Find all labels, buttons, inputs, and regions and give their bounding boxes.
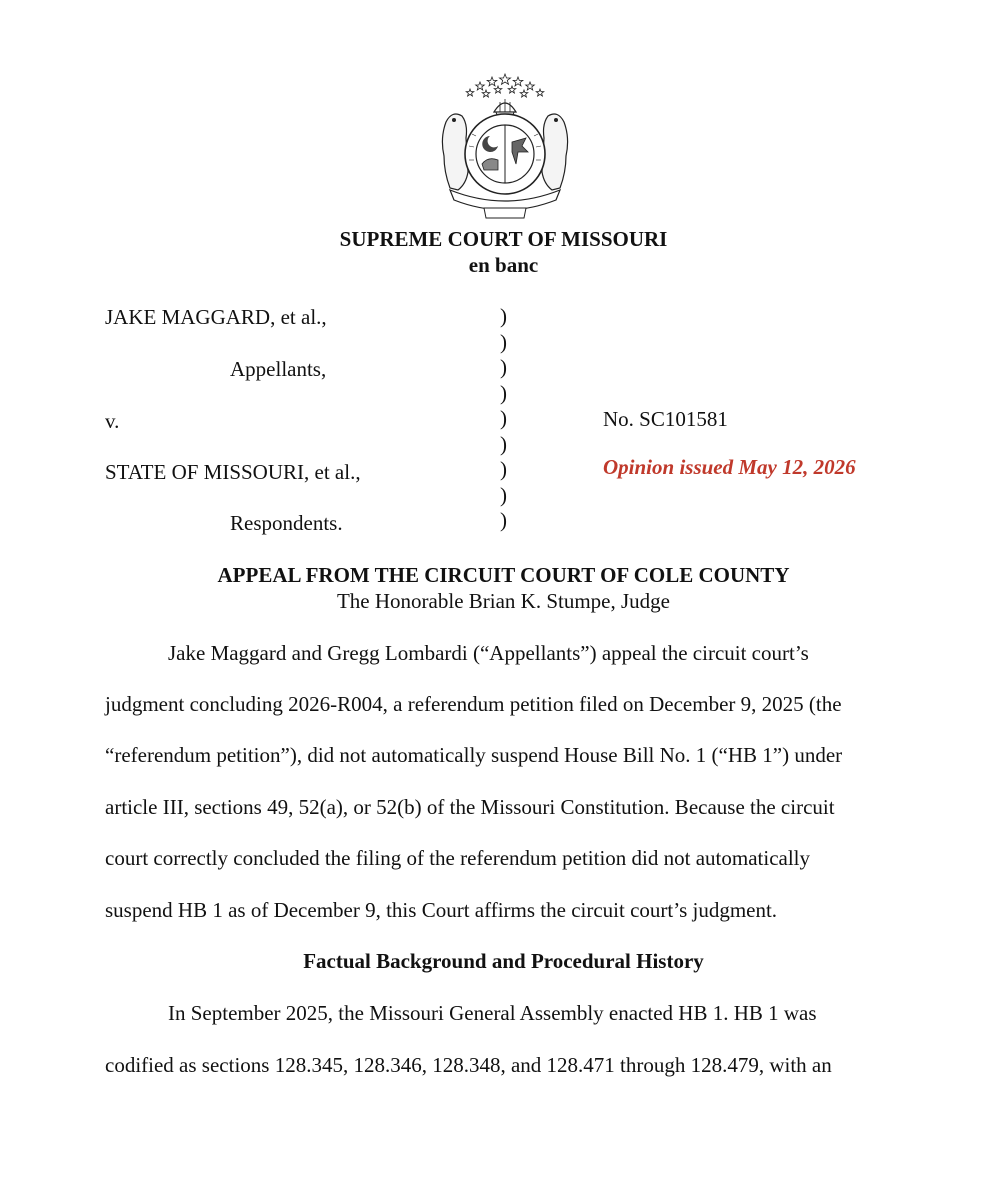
appeal-heading: APPEAL FROM THE CIRCUIT COURT OF COLE COUNTY — [217, 563, 790, 587]
respondent-party: STATE OF MISSOURI, et al., — [105, 460, 361, 484]
court-subtitle: en banc — [468, 253, 539, 277]
paren: ) — [500, 406, 507, 430]
section-heading: Factual Background and Procedural History — [303, 949, 704, 973]
paren: ) — [500, 304, 507, 328]
paragraph-line: In September 2025, the Missouri General Assembly enacted HB 1. HB 1 was — [168, 1001, 817, 1025]
paren: ) — [500, 329, 507, 354]
case-number: No. SC101581 — [603, 407, 728, 431]
respondent-role: Respondents. — [230, 511, 343, 535]
court-title: SUPREME COURT OF MISSOURI — [339, 227, 668, 251]
paragraph-line: “referendum petition”), did not automatically suspend House Bill No. 1 (“HB 1”) under — [105, 743, 843, 767]
paragraph-line: Jake Maggard and Gregg Lombardi (“Appellants”) appeal the circuit court’s — [168, 641, 809, 665]
paragraph-line: article III, sections 49, 52(a), or 52(b) of the Missouri Constitution. Because the circuit — [105, 795, 835, 819]
paren: ) — [500, 508, 507, 532]
judge-line: The Honorable Brian K. Stumpe, Judge — [336, 589, 671, 613]
paragraph-line: court correctly concluded the filing of the referendum petition did not automatically — [105, 846, 811, 870]
paragraph-line: judgment concluding 2026-R004, a referendum petition filed on December 9, 2025 (the — [105, 692, 842, 716]
paragraph-line: codified as sections 128.345, 128.346, 128.348, and 128.471 through 128.479, with an — [105, 1053, 832, 1077]
missouri-state-seal-icon — [432, 72, 578, 224]
appellant-role: Appellants, — [230, 357, 327, 381]
caption-parentheses — [500, 304, 507, 534]
appellant-party: JAKE MAGGARD, et al., — [105, 305, 327, 329]
paren: ) — [500, 482, 507, 507]
paren: ) — [500, 457, 507, 481]
paren: ) — [500, 355, 507, 379]
paren: ) — [500, 380, 507, 405]
opinion-issued-date: Opinion issued May 12, 2026 — [603, 455, 856, 479]
paren: ) — [500, 431, 507, 456]
paragraph-line: suspend HB 1 as of December 9, this Court affirms the circuit court’s judgment. — [105, 898, 778, 922]
versus-label: v. — [105, 409, 120, 433]
